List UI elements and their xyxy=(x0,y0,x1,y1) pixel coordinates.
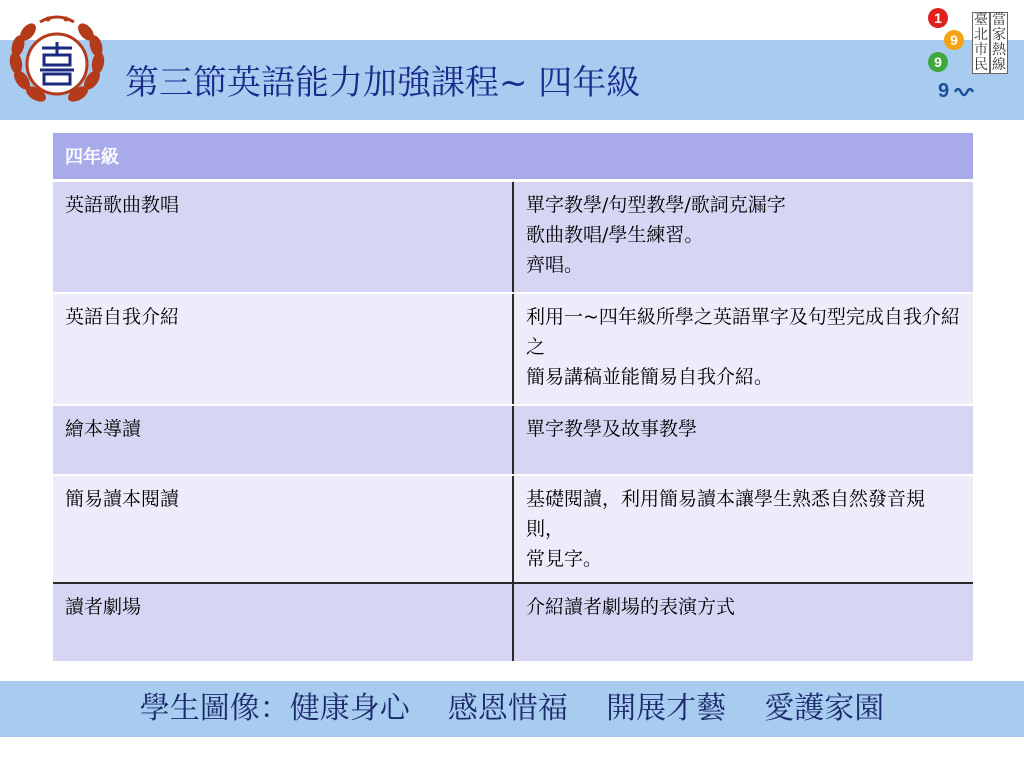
row-description xyxy=(513,583,973,661)
table-header-row xyxy=(53,133,973,181)
row-description xyxy=(513,475,973,583)
row-description xyxy=(513,293,973,405)
table-header: 四年級 xyxy=(53,133,973,181)
school-emblem-icon xyxy=(6,8,108,114)
description-line: 介紹讀者劇場的表演方式 xyxy=(526,595,736,618)
description-line: 齊唱。 xyxy=(526,254,584,276)
description-line: 基礎閱讀，利用簡易讀本讓學生熟悉自然發音規則， xyxy=(526,487,926,540)
row-topic: 簡易讀本閱讀 xyxy=(53,475,513,583)
row-topic: 英語歌曲教唱 xyxy=(53,181,513,293)
hotline-digit: 9 xyxy=(928,52,948,72)
hotline-digit: 9 xyxy=(944,30,964,50)
row-topic: 讀者劇場 xyxy=(53,583,513,661)
hotline-badge xyxy=(922,2,1012,106)
wave-icon xyxy=(954,84,974,98)
table-row xyxy=(53,293,973,405)
row-description xyxy=(513,181,973,293)
description-line: 利用一~四年級所學之英語單字及句型完成自我介紹之 xyxy=(526,305,960,358)
description-line: 單字教學及故事教學 xyxy=(526,417,698,440)
hotline-city-text: 臺 北 市 民 xyxy=(974,12,988,73)
table-row xyxy=(53,475,973,583)
row-topic: 繪本導讀 xyxy=(53,405,513,475)
description-line: 常見字。 xyxy=(526,547,603,570)
row-description xyxy=(513,405,973,475)
description-line: 簡易講稿並能簡易自我介紹。 xyxy=(526,365,774,388)
table-row xyxy=(53,583,973,661)
page-title: 第三節英語能力加強課程~ 四年級 xyxy=(125,63,641,103)
hotline-digit: 9 xyxy=(938,80,950,102)
description-line: 單字教學/句型教學/歌詞克漏字 xyxy=(526,194,786,216)
table-row xyxy=(53,405,973,475)
student-profile-footer: 學生圖像：健康身心 感恩惜福 開展才藝 愛護家園 xyxy=(139,691,885,726)
row-topic: 英語自我介紹 xyxy=(53,293,513,405)
description-line: 歌曲教唱/學生練習。 xyxy=(526,224,704,246)
hotline-line-text: 當 家 熱 線 xyxy=(992,12,1006,73)
table-row xyxy=(53,181,973,293)
course-table xyxy=(53,133,973,661)
hotline-digit: 1 xyxy=(928,8,948,28)
